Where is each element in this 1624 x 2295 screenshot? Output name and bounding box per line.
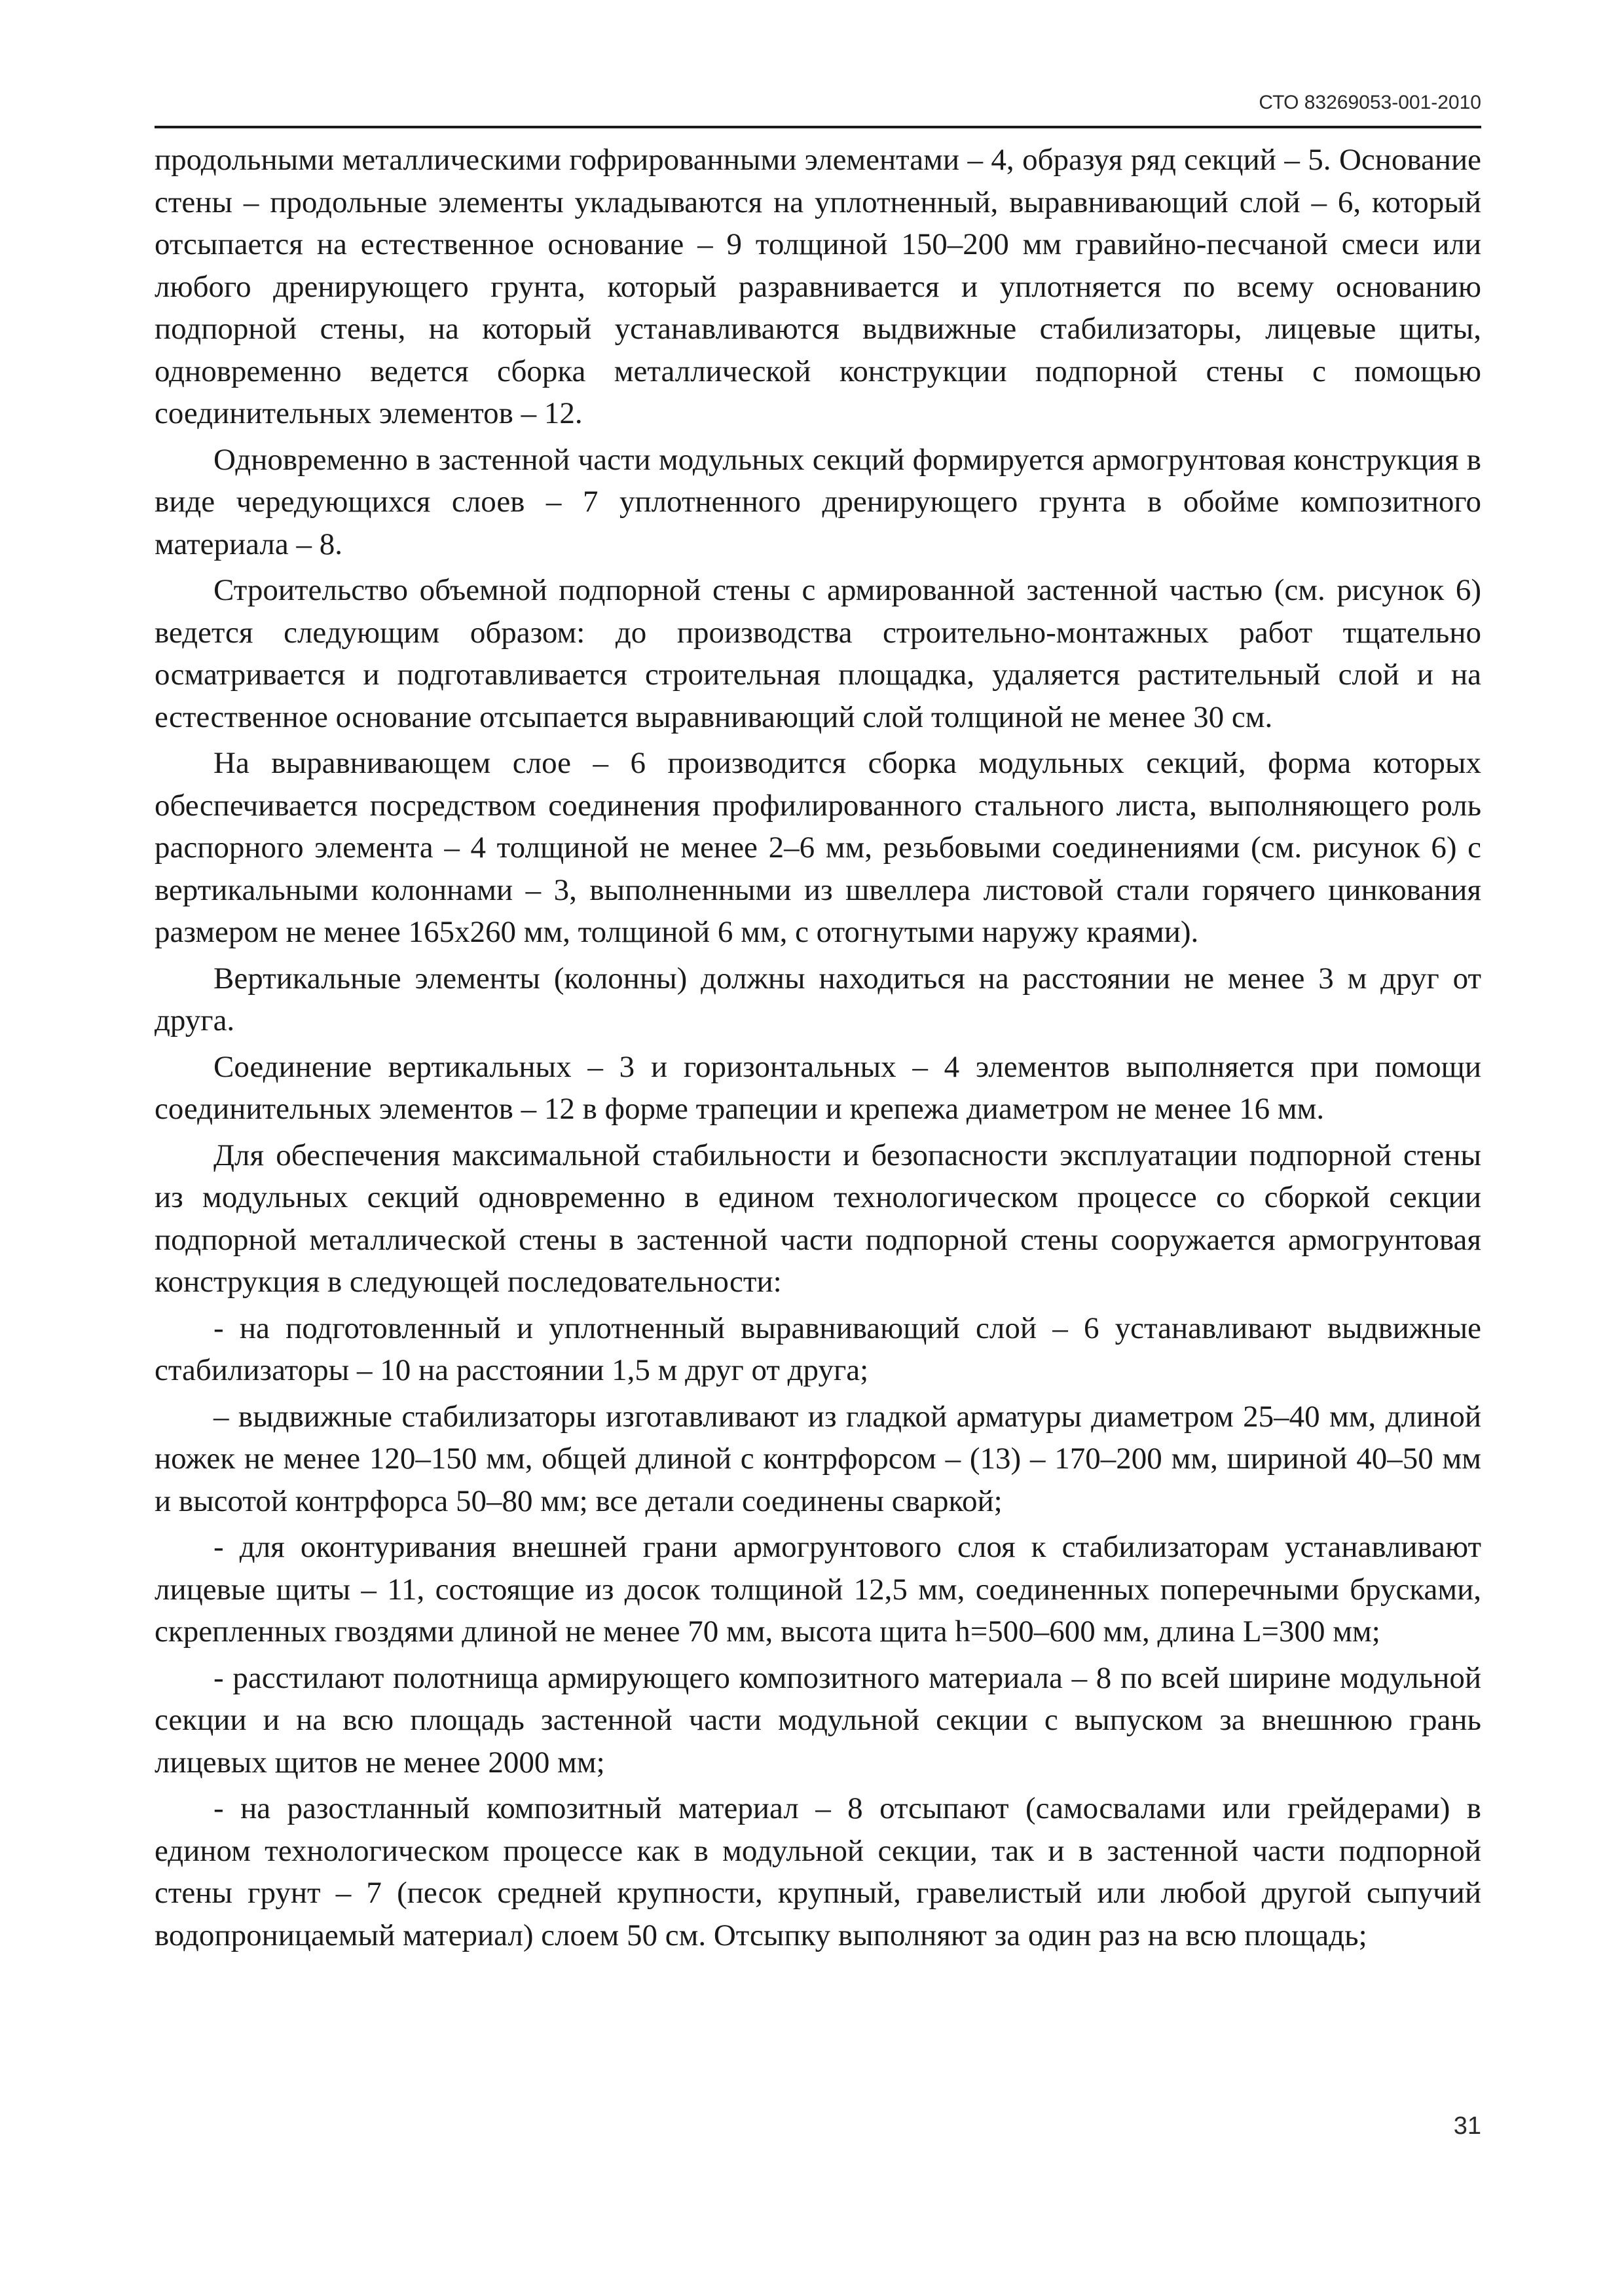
list-item: - расстилают полотнища армирующего композитного материала – 8 по всей ширине модульной секции и на всю площадь застенной части модульной секции с выпуском за внешнюю грань лицевых щитов не менее 2000 мм; [155, 1660, 1481, 1780]
list-item: - на разостланный композитный материал – 8 отсыпают (самосвалами или грейдерами) в едином технологическом процессе как в модульной секции, так и в застенной части подпорной стены грунт – 7 (песок средней крупности, крупный, гравелистый или любой другой сыпучий водопроницаемый материал) слоем 50 см. Отсыпку выполняют за один раз на всю площадь; [155, 1791, 1481, 1952]
body-text [155, 139, 1481, 1960]
list-item: – выдвижные стабилизаторы изготавливают из гладкой арматуры диаметром 25–40 мм, длиной ножек не менее 120–150 мм, общей длиной с контрфорсом – (13) – 170–200 мм, шириной 40–50 мм и высотой контрфорса 50–80 мм; все детали соединены сваркой; [155, 1399, 1481, 1518]
list-item: - на подготовленный и уплотненный выравнивающий слой – 6 устанавливают выдвижные стабилизаторы – 10 на расстоянии 1,5 м друг от друга; [155, 1311, 1481, 1387]
document-code: СТО 83269053-001-2010 [1259, 92, 1481, 113]
page-number: 31 [1453, 2112, 1481, 2140]
paragraph: Строительство объемной подпорной стены с армированной застенной частью (см. рисунок 6) ведется следующим образом: до производства строительно-монтажных работ тщательно осматривается и подготавливается строительная площадка, удаляется растительный слой и на естественное основание отсыпается выравнивающий слой толщиной не менее 30 см. [155, 573, 1481, 734]
paragraph: На выравнивающем слое – 6 производится сборка модульных секций, форма которых обеспечивается посредством соединения профилированного стального листа, выполняющего роль распорного элемента – 4 толщиной не менее 2–6 мм, резьбовыми соединениями (см. рисунок 6) с вертикальными колоннами – 3, выполненными из швеллера листовой стали горячего цинкования размером не менее 165х260 мм, толщиной 6 мм, с отогнутыми наружу краями). [155, 746, 1481, 949]
paragraph: Для обеспечения максимальной стабильности и безопасности эксплуатации подпорной стены из модульных секций одновременно в едином технологическом процессе со сборкой секции подпорной металлической стены в застенной части подпорной стены сооружается армогрунтовая конструкция в следующей последовательности: [155, 1138, 1481, 1299]
list-item: - для оконтуривания внешней грани армогрунтового слоя к стабилизаторам устанавливают лицевые щиты – 11, состоящие из досок толщиной 12,5 мм, соединенных поперечными брусками, скрепленных гвоздями длиной не менее 70 мм, высота щита h=500–600 мм, длина L=300 мм; [155, 1530, 1481, 1649]
paragraph: продольными металлическими гофрированными элементами – 4, образуя ряд секций – 5. Основание стены – продольные элементы укладываются на уплотненный, выравнивающий слой – 6, который отсыпается на естественное основание – 9 толщиной 150–200 мм гравийно-песчаной смеси или любого дренирующего грунта, который разравнивается и уплотняется по всему основанию подпорной стены, на который устанавливаются выдвижные стабилизаторы, лицевые щиты, одновременно ведется сборка металлической конструкции подпорной стены с помощью соединительных элементов – 12. [155, 143, 1481, 430]
paragraph: Одновременно в застенной части модульных секций формируется армогрунтовая конструкция в виде чередующихся слоев – 7 уплотненного дренирующего грунта в обойме композитного материала – 8. [155, 442, 1481, 561]
paragraph: Соединение вертикальных – 3 и горизонтальных – 4 элементов выполняется при помощи соединительных элементов – 12 в форме трапеции и крепежа диаметром не менее 16 мм. [155, 1049, 1481, 1126]
header-rule [155, 126, 1481, 128]
paragraph: Вертикальные элементы (колонны) должны находиться на расстоянии не менее 3 м друг от друга. [155, 961, 1481, 1037]
